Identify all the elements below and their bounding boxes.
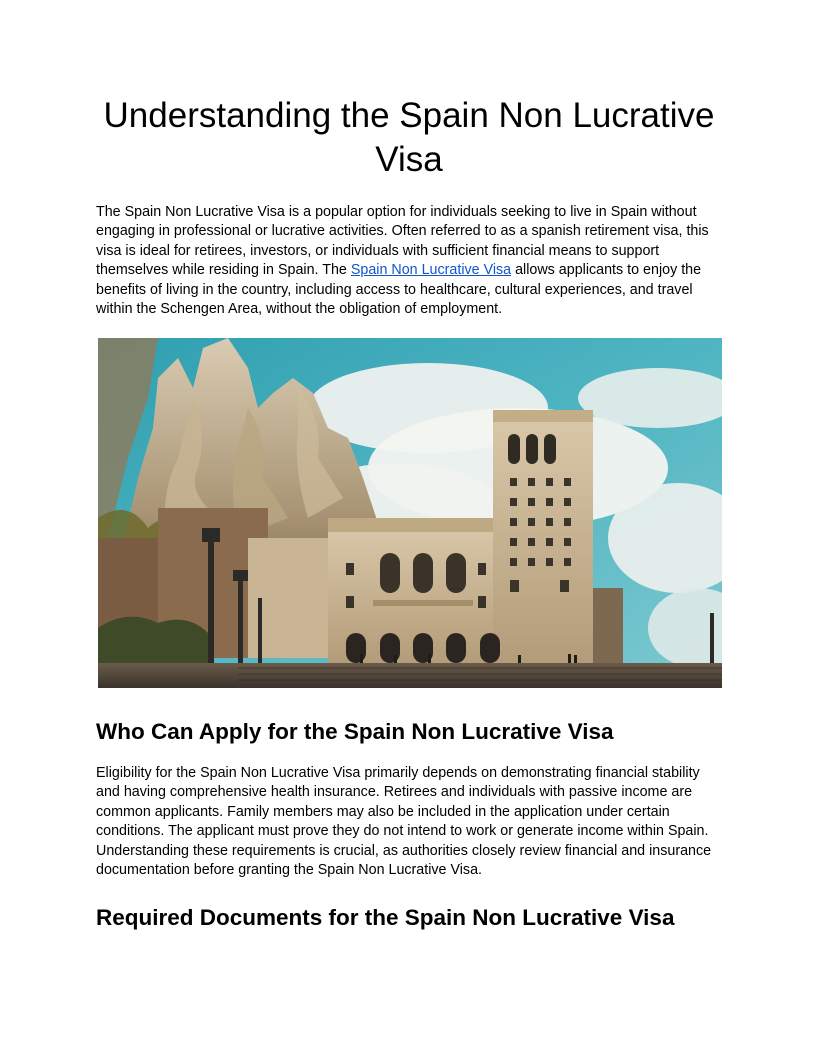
section-heading-required-documents: Required Documents for the Spain Non Lucrative Visa [96, 905, 675, 930]
intro-text-after-link: allows applicants to enjoy the benefits of living in the country, including access to healthcare, cultural experiences, and travel within the Schengen Area, without the obligation of employment. [96, 262, 702, 318]
section-heading-who-can-apply: Who Can Apply for the Spain Non Lucrative Visa [96, 719, 614, 744]
intro-text-before-link: The Spain Non Lucrative Visa is a popular option for individuals seeking to live in Spain without engaging in professional or lucrative activities. Often referred to as a spanish retirement visa, this visa is ideal for retirees, investors, or individuals with sufficient financial means to support themselves while residing in Spain. The [96, 204, 709, 279]
visa-link[interactable]: Spain Non Lucrative Visa [350, 262, 512, 279]
montserrat-monastery-photo [98, 338, 722, 688]
eligibility-paragraph: Eligibility for the Spain Non Lucrative Visa primarily depends on demonstrating financial stability and having comprehensive health insurance. Retirees and individuals with passive income are common applicants. Family members may also be included in the application under certain conditions. The applicant must prove they do not intend to work or generate income within Spain. Understanding these requirements is crucial, as authorities closely review financial and insurance documentation before granting the Spain Non Lucrative Visa. [96, 765, 712, 879]
document-title: Understanding the Spain Non Lucrative Visa [103, 96, 715, 179]
intro-paragraph [96, 203, 722, 319]
